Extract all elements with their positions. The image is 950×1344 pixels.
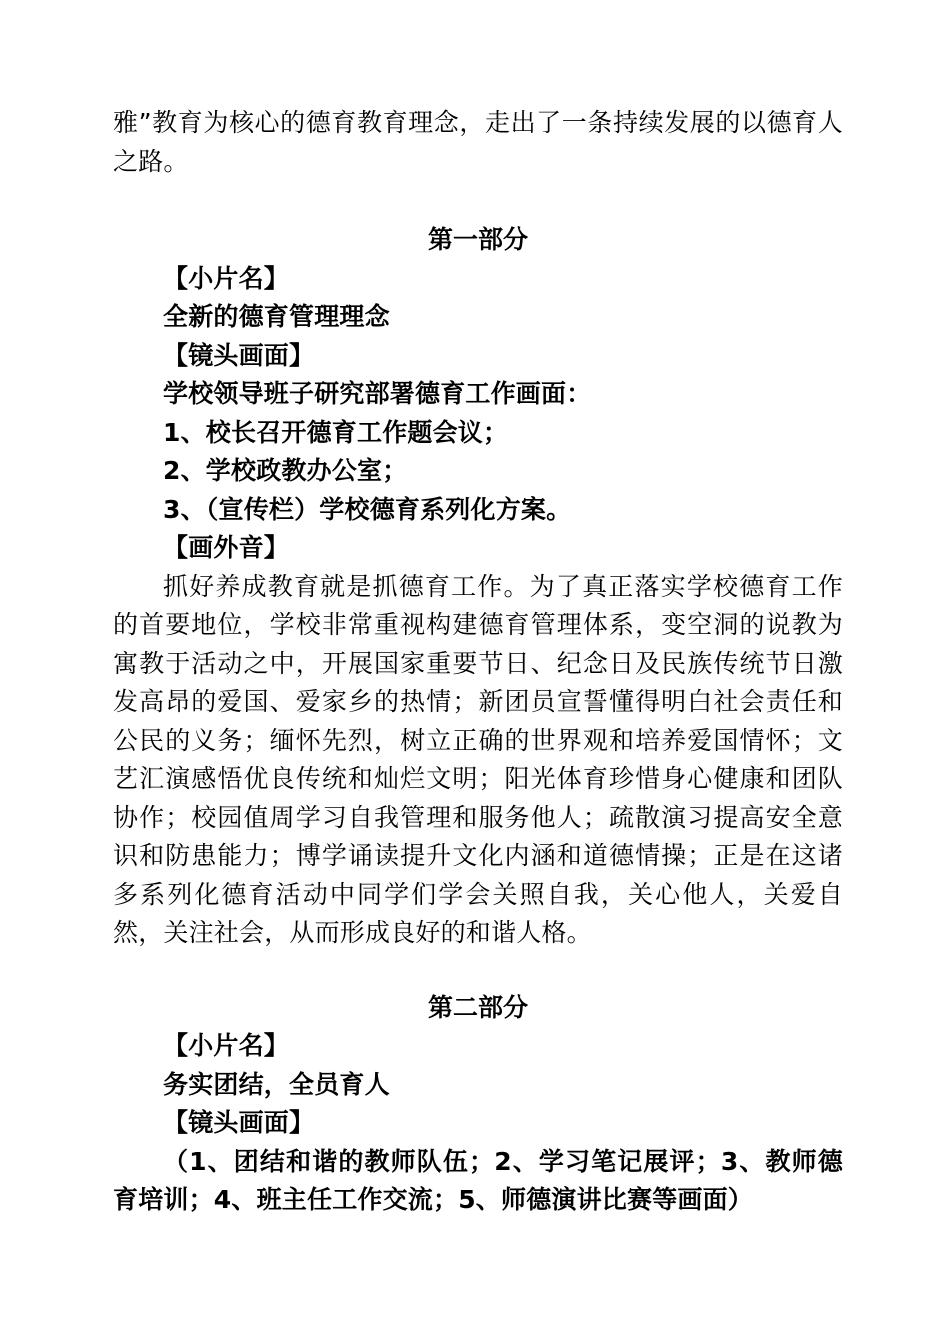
intro-paragraph: 雅”教育为核心的德育教育理念，走出了一条持续发展的以德育人之路。 <box>113 108 843 176</box>
part-two-shots-label: 【镜头画面】 <box>163 1108 315 1137</box>
part-two-film-name-label: 【小片名】 <box>163 1031 290 1060</box>
part-one-shot-item: 3、（宣传栏）学校德育系列化方案。 <box>163 494 572 524</box>
part-one-shots-label: 【镜头画面】 <box>163 340 315 370</box>
spacer <box>113 953 843 989</box>
part-one-heading: 第一部分 <box>427 225 528 254</box>
part-one-film-name: 全新的德育管理理念 <box>163 302 390 331</box>
part-one-shots-intro: 学校领导班子研究部署德育工作画面： <box>163 379 592 408</box>
part-one-shot-item: 1、校长召开德育工作题会议； <box>163 417 509 447</box>
document-page <box>113 104 843 1220</box>
part-two-heading: 第二部分 <box>427 992 528 1022</box>
part-one-voiceover-label: 【画外音】 <box>163 533 290 562</box>
part-one-voiceover-text: 抓好养成教育就是抓德育工作。为了真正落实学校德育工作的首要地位，学校非常重视构建德育管理体系，变空洞的说教为寓教于活动之中，开展国家重要节日、纪念日及民族传统节日激发高昂的爱国、爱家乡的热情；新团员宣誓懂得明白社会责任和公民的义务；缅怀先烈，树立正确的世界观和培养爱国情怀；文艺汇演感悟优良传统和灿烂文明；阳光体育珍惜身心健康和团队协作；校园值周学习自我管理和服务他人；疏散演习提高安全意识和防患能力；博学诵读提升文化内涵和道德情操；正是在这诸多系列化德育活动中同学们学会关照自我，关心他人，关爱自然，关注社会，从而形成良好的和谐人格。 <box>113 571 843 947</box>
part-one-shot-item: 2、学校政教办公室； <box>163 456 408 485</box>
spacer <box>113 181 843 221</box>
part-one-section <box>113 221 843 953</box>
part-two-section <box>113 989 843 1220</box>
part-two-film-name: 务实团结，全员育人 <box>163 1069 390 1099</box>
part-two-shots-text: （1、团结和谐的教师队伍；2、学习笔记展评；3、教师德育培训；4、班主任工作交流；5、师德演讲比赛等画面） <box>113 1146 843 1214</box>
part-one-film-name-label: 【小片名】 <box>163 263 290 293</box>
